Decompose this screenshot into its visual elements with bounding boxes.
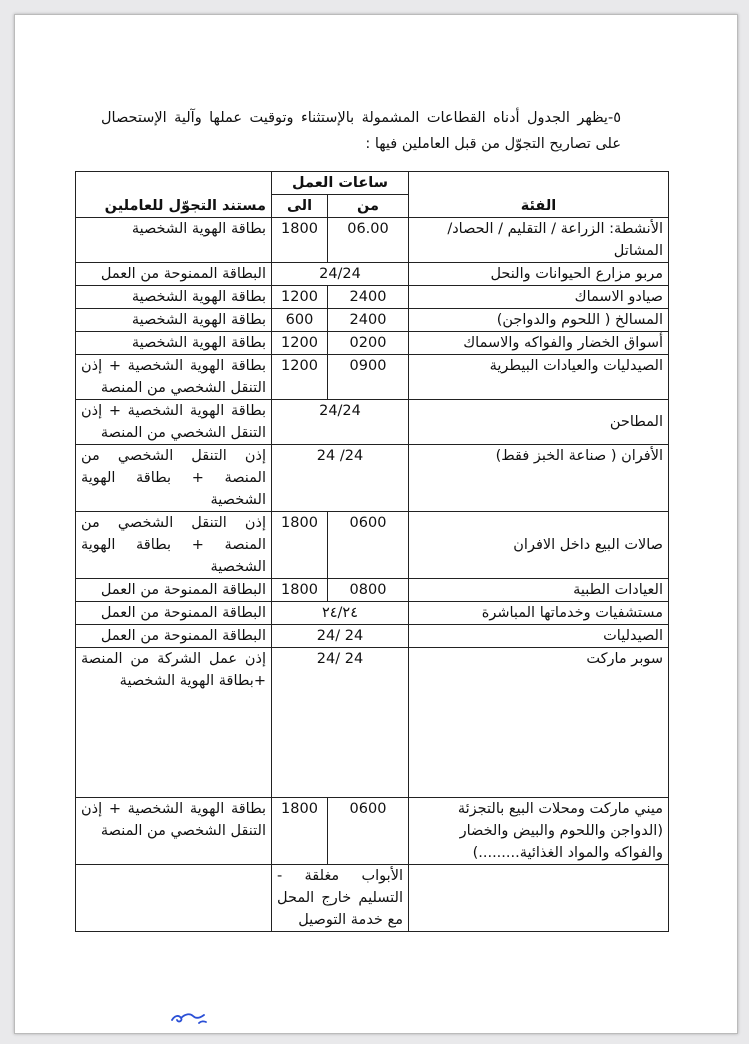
table-row	[76, 445, 669, 512]
cell-category: الصيدليات والعيادات البيطرية	[409, 355, 669, 400]
cell-doc: بطاقة الهوية الشخصية + إذن التنقل الشخصي من المنصة	[76, 355, 272, 400]
cell-from: 06.00	[328, 218, 409, 263]
table-row	[76, 355, 669, 400]
cell-category: صيادو الاسماك	[409, 286, 669, 309]
cell-to: 1800	[272, 218, 328, 263]
table-row	[76, 602, 669, 625]
table-row	[76, 286, 669, 309]
table-header-row	[76, 172, 669, 195]
cell-category: المسالخ ( اللحوم والدواجن)	[409, 309, 669, 332]
table-row	[76, 512, 669, 579]
cell-category: العيادات الطبية	[409, 579, 669, 602]
table-row-closing	[76, 865, 669, 932]
cell-hours-span: 24 /24	[272, 445, 409, 512]
document-page	[14, 14, 738, 1034]
cell-doc: إذن التنقل الشخصي من المنصة + بطاقة الهوية الشخصية	[76, 445, 272, 512]
header-to: الى	[272, 195, 328, 218]
cell-from: 2400	[328, 286, 409, 309]
sectors-table	[75, 171, 669, 932]
header-hours: ساعات العمل	[272, 172, 409, 195]
cell-doc: البطاقة الممنوحة من العمل	[76, 602, 272, 625]
cell-category: الصيدليات	[409, 625, 669, 648]
table-row	[76, 263, 669, 286]
table-row	[76, 798, 669, 865]
header-doc: مستند التجوّل للعاملين	[76, 172, 272, 218]
table-row	[76, 332, 669, 355]
table-row	[76, 400, 669, 445]
cell-category: مربو مزارع الحيوانات والنحل	[409, 263, 669, 286]
cell-doc: إذن عمل الشركة من المنصة +بطاقة الهوية الشخصية	[76, 648, 272, 798]
signature-mark	[169, 1003, 211, 1027]
cell-category: سوبر ماركت	[409, 648, 669, 798]
cell-to: 1200	[272, 332, 328, 355]
table-row	[76, 309, 669, 332]
table-row	[76, 648, 669, 798]
cell-doc: إذن التنقل الشخصي من المنصة + بطاقة الهوية الشخصية	[76, 512, 272, 579]
cell-from: 0200	[328, 332, 409, 355]
cell-hours-span: 24/ 24	[272, 648, 409, 798]
cell-category: مستشفيات وخدماتها المباشرة	[409, 602, 669, 625]
cell-category: المطاحن	[409, 400, 669, 445]
cell-from: 0900	[328, 355, 409, 400]
cell-to: 1800	[272, 512, 328, 579]
cell-category: ميني ماركت ومحلات البيع بالتجزئة (الدواجن واللحوم والبيض والخضار والفواكه والمواد الغذائية.........)	[409, 798, 669, 865]
cell-doc: بطاقة الهوية الشخصية	[76, 218, 272, 263]
cell-empty	[76, 865, 272, 932]
cell-doc: بطاقة الهوية الشخصية + إذن التنقل الشخصي من المنصة	[76, 798, 272, 865]
cell-to: 1200	[272, 286, 328, 309]
cell-from: 0600	[328, 798, 409, 865]
header-category: الفئة	[409, 172, 669, 218]
cell-category: الأنشطة: الزراعة / التقليم / الحصاد/ المشاتل	[409, 218, 669, 263]
cell-closing-note: الأبواب مغلقة - التسليم خارج المحل مع خدمة التوصيل	[272, 865, 409, 932]
cell-to: 1800	[272, 798, 328, 865]
cell-doc: البطاقة الممنوحة من العمل	[76, 263, 272, 286]
header-from: من	[328, 195, 409, 218]
cell-doc: البطاقة الممنوحة من العمل	[76, 579, 272, 602]
cell-to: 1800	[272, 579, 328, 602]
cell-doc: البطاقة الممنوحة من العمل	[76, 625, 272, 648]
cell-category: أسواق الخضار والفواكه والاسماك	[409, 332, 669, 355]
cell-category: صالات البيع داخل الافران	[409, 512, 669, 579]
table-row	[76, 579, 669, 602]
cell-hours-span: 24/24	[272, 263, 409, 286]
cell-doc: بطاقة الهوية الشخصية	[76, 309, 272, 332]
table-row	[76, 218, 669, 263]
cell-to: 600	[272, 309, 328, 332]
intro-paragraph: ٥-يظهر الجدول أدناه القطاعات المشمولة بالإستثناء وتوقيت عملها وآلية الإستحصال على تصاريح التجوّل من قبل العاملين فيها :	[101, 110, 621, 152]
cell-to: 1200	[272, 355, 328, 400]
cell-doc: بطاقة الهوية الشخصية + إذن التنقل الشخصي من المنصة	[76, 400, 272, 445]
cell-doc: بطاقة الهوية الشخصية	[76, 332, 272, 355]
cell-hours-span: 24/ 24	[272, 625, 409, 648]
cell-doc: بطاقة الهوية الشخصية	[76, 286, 272, 309]
cell-empty	[409, 865, 669, 932]
cell-from: 0800	[328, 579, 409, 602]
cell-from: 0600	[328, 512, 409, 579]
table-row	[76, 625, 669, 648]
cell-from: 2400	[328, 309, 409, 332]
cell-hours-span: ٢٤/٢٤	[272, 602, 409, 625]
cell-category: الأفران ( صناعة الخبز فقط)	[409, 445, 669, 512]
cell-hours-span: 24/24	[272, 400, 409, 445]
